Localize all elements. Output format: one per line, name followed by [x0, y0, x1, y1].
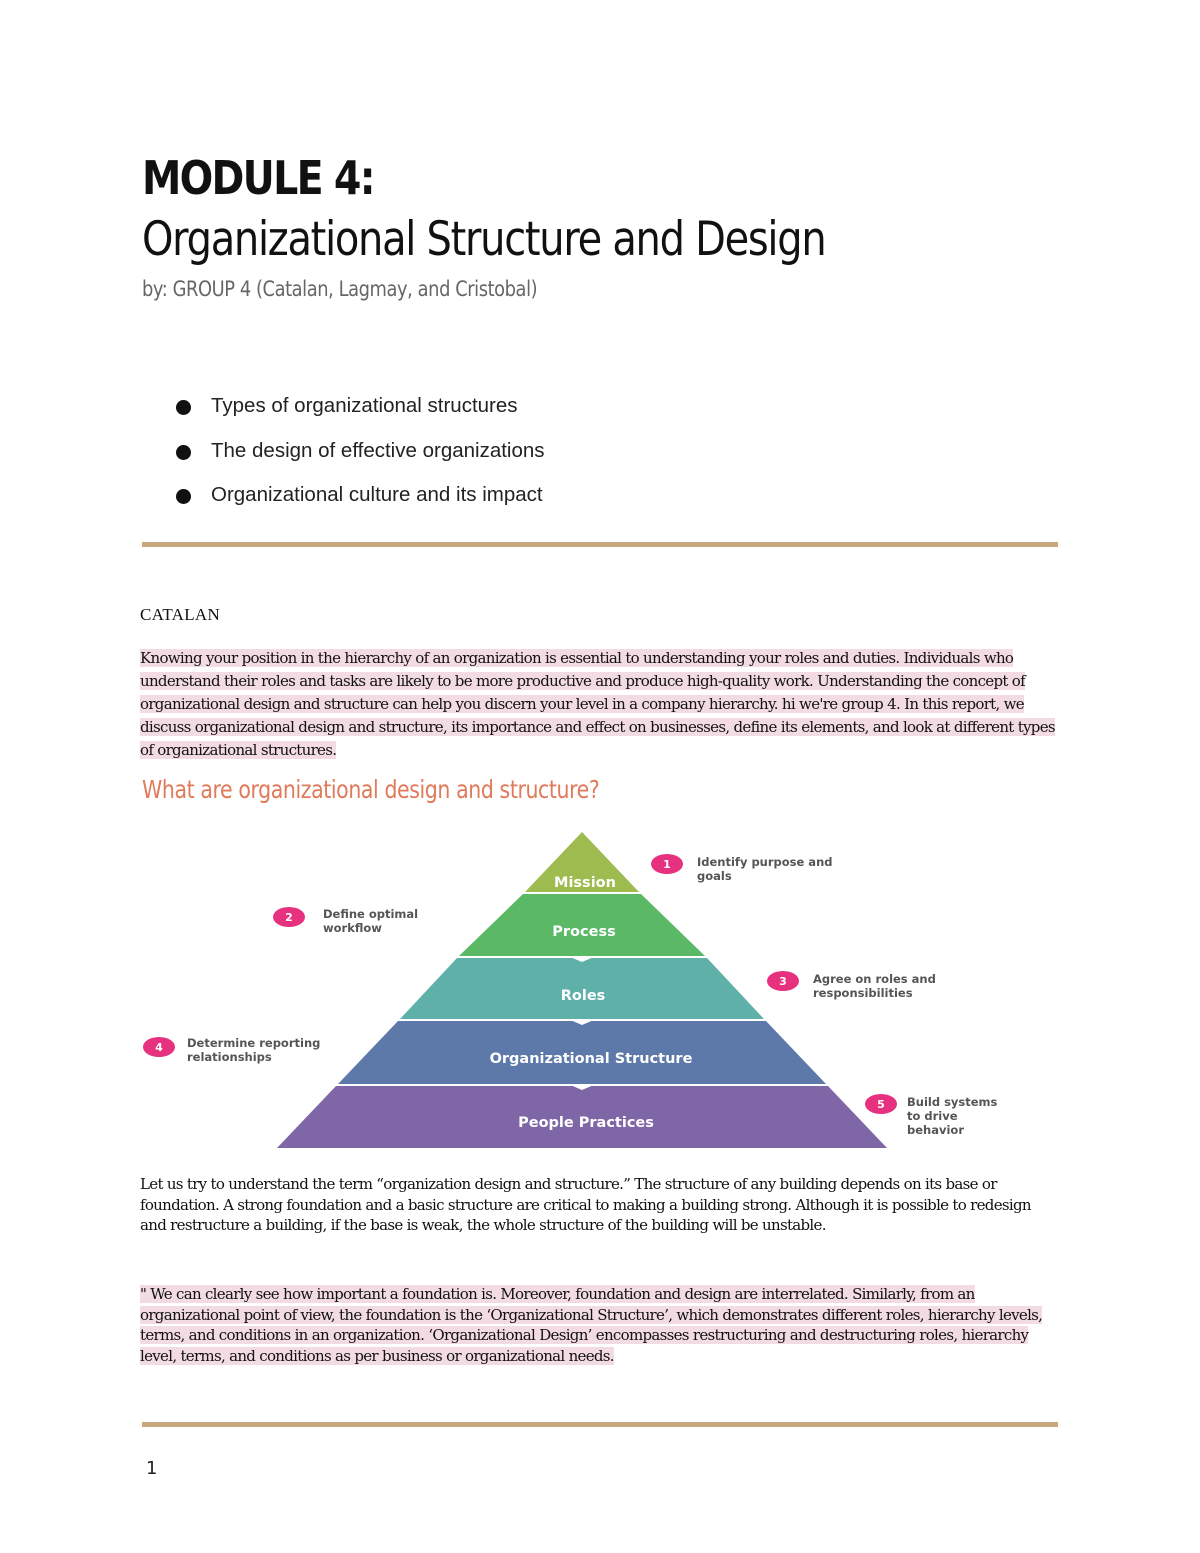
step-3-number: 3	[779, 975, 787, 988]
list-item	[176, 392, 545, 437]
quote-paragraph	[140, 1284, 1060, 1366]
pyramid-label-people: People Practices	[518, 1115, 654, 1131]
section-heading: What are organizational design and structure?	[142, 775, 600, 804]
step-1-text: goals	[697, 869, 732, 883]
step-2-number: 2	[285, 911, 293, 924]
step-5-text: behavior	[907, 1123, 964, 1137]
step-5-number: 5	[877, 1098, 885, 1111]
title-block	[142, 146, 946, 306]
step-5-text: Build systems	[907, 1095, 998, 1109]
org-design-pyramid-diagram	[140, 828, 1040, 1153]
pyramid-label-mission: Mission	[554, 875, 616, 891]
bullet-icon	[176, 489, 191, 504]
foundation-paragraph: Let us try to understand the term “organization design and structure.” The structure of any building depends on its base or foundation. A strong foundation and a basic structure are critical to making a building strong. Although it is possible to redesign and restructure a building, if the base is weak, the whole structure of the building will be unstable.	[140, 1175, 1031, 1234]
step-3-text: Agree on roles and	[813, 972, 936, 986]
module-title: MODULE 4:	[142, 151, 374, 205]
section-divider-bottom	[142, 1422, 1058, 1427]
pyramid-label-process: Process	[552, 924, 616, 940]
pyramid-label-structure: Organizational Structure	[489, 1051, 693, 1067]
bullet-icon	[176, 445, 191, 460]
step-2-text: workflow	[323, 921, 382, 935]
catalan-heading: CATALAN	[140, 605, 221, 624]
step-3-text: responsibilities	[813, 986, 913, 1000]
step-5-text: to drive	[907, 1109, 958, 1123]
byline: by: GROUP 4 (Catalan, Lagmay, and Cristobal)	[142, 277, 538, 301]
list-item	[176, 481, 545, 526]
list-item-label: The design of effective organizations	[211, 438, 545, 462]
topic-list	[176, 392, 545, 526]
page-title: Organizational Structure and Design	[142, 212, 826, 267]
section-divider-top	[142, 542, 1058, 547]
step-1-text: Identify purpose and	[697, 855, 833, 869]
step-1-number: 1	[663, 858, 671, 871]
step-2-text: Define optimal	[323, 907, 419, 921]
list-item	[176, 437, 545, 482]
page-number: 1	[146, 1458, 158, 1479]
step-4-text: relationships	[187, 1050, 272, 1064]
list-item-label: Organizational culture and its impact	[211, 483, 543, 506]
step-4-text: Determine reporting	[187, 1036, 321, 1050]
pyramid-label-roles: Roles	[560, 988, 606, 1004]
bullet-icon	[176, 400, 191, 415]
step-4-number: 4	[155, 1041, 163, 1054]
highlighted-text: Knowing your position in the hierarchy of an organization is essential to understanding your roles and duties. Individuals who understand their roles and tasks are likely to be more productive and produce high-quality work. Understanding the concept of organizational design and structure can help you discern your level in a company hierarchy. hi we're group 4. In this report, we discuss organizational design and structure, its importance and effect on businesses, define its elements, and look at different types of organizational structures.	[140, 649, 1055, 759]
intro-paragraph	[140, 647, 1060, 762]
highlighted-text: " We can clearly see how important a foundation is. Moreover, foundation and design are interrelated. Similarly, from an organizational point of view, the foundation is the ‘Organizational Structure’, which demonstrates different roles, hierarchy levels, terms, and conditions in an organization. ‘Organizational Design’ encompasses restructuring and destructuring roles, hierarchy level, terms, and conditions as per business or organizational needs.	[140, 1285, 1043, 1365]
list-item-label: Types of organizational structures	[211, 394, 518, 417]
